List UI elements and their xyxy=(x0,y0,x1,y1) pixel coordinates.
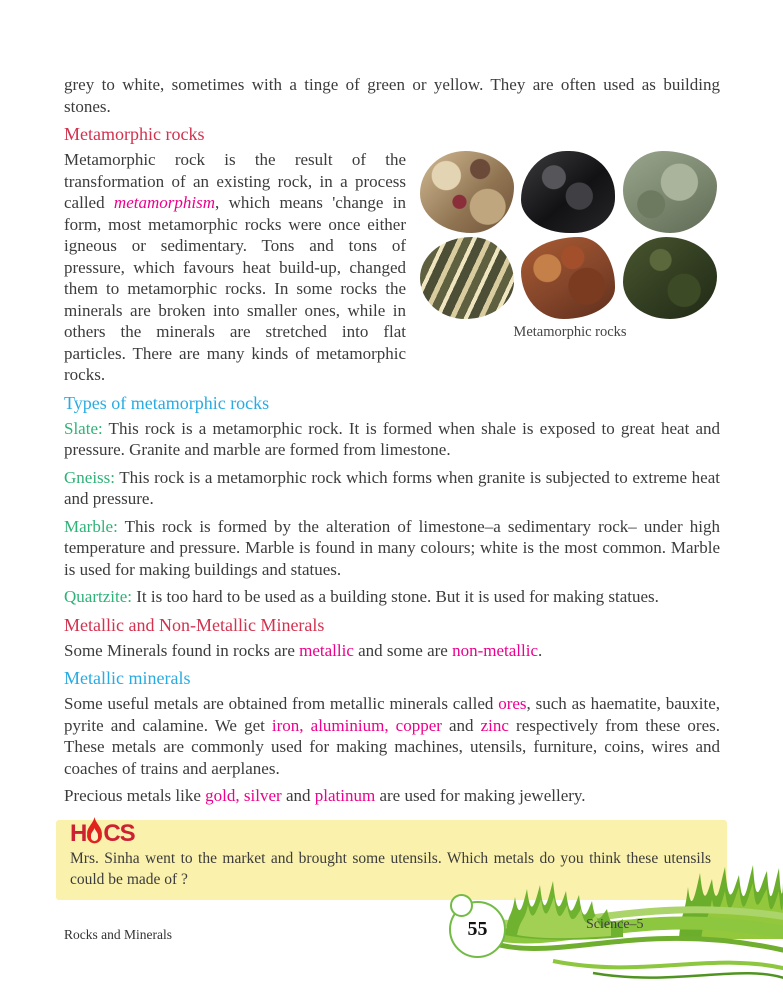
term-gold: gold, xyxy=(205,786,244,805)
metamorphic-paragraph-block xyxy=(64,149,720,386)
chapter-title-label: Rocks and Minerals xyxy=(64,927,172,942)
paragraph-text: and xyxy=(281,786,315,805)
hocs-question-text: Mrs. Sinha went to the market and brought some utensils. Which metals do you think these utensils could be made of ? xyxy=(70,850,711,888)
term-slate: Slate: xyxy=(64,418,103,438)
section-heading-metallic-nonmetallic: Metallic and Non-Metallic Minerals xyxy=(64,614,325,635)
paragraph-text: , which means 'change in form, most metamorphic rocks were once either igneous or sedimentary. Tons and tons of pressure, which favours heat build-up, changed them to metamorphic rocks. In some rocks the minerals are broken into smaller ones, while in others the minerals are stretched into flat particles. There are many kinds of metamorphic rocks. xyxy=(64,193,406,384)
section-heading-metallic-minerals: Metallic minerals xyxy=(64,668,191,688)
term-metamorphism: metamorphism xyxy=(113,193,215,212)
mottled-beige-rock-photo xyxy=(420,151,514,233)
paragraph-text: This rock is a metamorphic rock. It is formed when shale is exposed to great heat and pressure. Granite and marble are formed from limestone. xyxy=(64,418,720,459)
quartzite-paragraph xyxy=(64,586,720,608)
minerals-sentence xyxy=(64,640,720,662)
paragraph-text: Some useful metals are obtained from metallic minerals called xyxy=(64,694,499,713)
marble-paragraph xyxy=(64,516,720,581)
dark-green-rock-photo xyxy=(623,237,717,319)
term-marble: Marble: xyxy=(64,516,118,536)
term-zinc: zinc xyxy=(480,715,509,735)
term-aluminium: aluminium, xyxy=(310,715,396,735)
wave-band-lower xyxy=(553,961,783,969)
paragraph-text: Some Minerals found in rocks are xyxy=(64,640,300,660)
term-iron: iron, xyxy=(271,715,311,735)
wave-band-under xyxy=(593,973,783,979)
hocs-logo xyxy=(70,816,711,846)
paragraph-text: , such as haematite, bauxite, pyrite and calamine. We get xyxy=(64,694,720,735)
paragraph-text: Metamorphic rock is the result of the transformation of an existing rock, in a process called xyxy=(64,150,406,212)
precious-metals-paragraph xyxy=(64,785,720,807)
section-heading-metamorphic-rocks: Metamorphic rocks xyxy=(64,124,205,144)
small-decorative-circle xyxy=(450,894,473,917)
black-coal-rock-photo xyxy=(521,151,615,233)
term-platinum: platinum xyxy=(314,786,376,805)
metamorphic-rocks-figure xyxy=(420,151,720,341)
paragraph-text: and xyxy=(441,715,481,735)
hocs-logo-cs: CS xyxy=(103,820,135,847)
paragraph-text: respectively from these ores. These metals are commonly used for making machines, utensils, furniture, coins, wires and coaches of trains and aerplanes. xyxy=(64,715,720,778)
intro-paragraph: grey to white, sometimes with a tinge of green or yellow. They are often used as building stones. xyxy=(64,75,720,116)
paragraph-text: It is too hard to be used as a building stone. But it is used for making statues. xyxy=(131,587,659,606)
paragraph-text: . xyxy=(538,640,543,660)
red-brown-rock-photo xyxy=(521,237,615,319)
page-number: 55 xyxy=(467,918,488,940)
term-quartzite: Quartzite: xyxy=(64,587,132,606)
book-title-label: Science–5 xyxy=(586,917,644,932)
gneiss-paragraph xyxy=(64,467,720,510)
figure-caption: Metamorphic rocks xyxy=(513,324,627,340)
paragraph-text: Precious metals like xyxy=(64,786,206,805)
rock-photo-grid xyxy=(420,151,720,319)
page-content xyxy=(64,74,720,813)
section-heading-types: Types of metamorphic rocks xyxy=(64,392,270,413)
term-gneiss: Gneiss: xyxy=(64,467,115,487)
grey-green-rock-photo xyxy=(623,151,717,233)
metallic-minerals-paragraph xyxy=(64,693,720,779)
paragraph-text: This rock is a metamorphic rock which forms when granite is subjected to extreme heat and pressure. xyxy=(64,467,720,508)
term-silver: silver xyxy=(243,786,282,805)
term-copper: copper xyxy=(395,715,442,735)
term-ores: ores xyxy=(498,694,527,713)
term-non-metallic: non-metallic xyxy=(452,640,538,660)
hocs-logo-h: H xyxy=(70,820,87,847)
term-metallic: metallic xyxy=(299,640,354,660)
paragraph-text: and some are xyxy=(353,640,453,660)
slate-paragraph xyxy=(64,418,720,461)
banded-gneiss-rock-photo xyxy=(420,237,514,319)
flame-icon xyxy=(86,817,103,845)
paragraph-text: are used for making jewellery. xyxy=(375,786,586,805)
paragraph-text: This rock is formed by the alteration of limestone–a sedimentary rock– under high temperature and pressure. Marble is found in many colours; white is the most common. Marble is used for making buildings and statues. xyxy=(64,516,720,579)
